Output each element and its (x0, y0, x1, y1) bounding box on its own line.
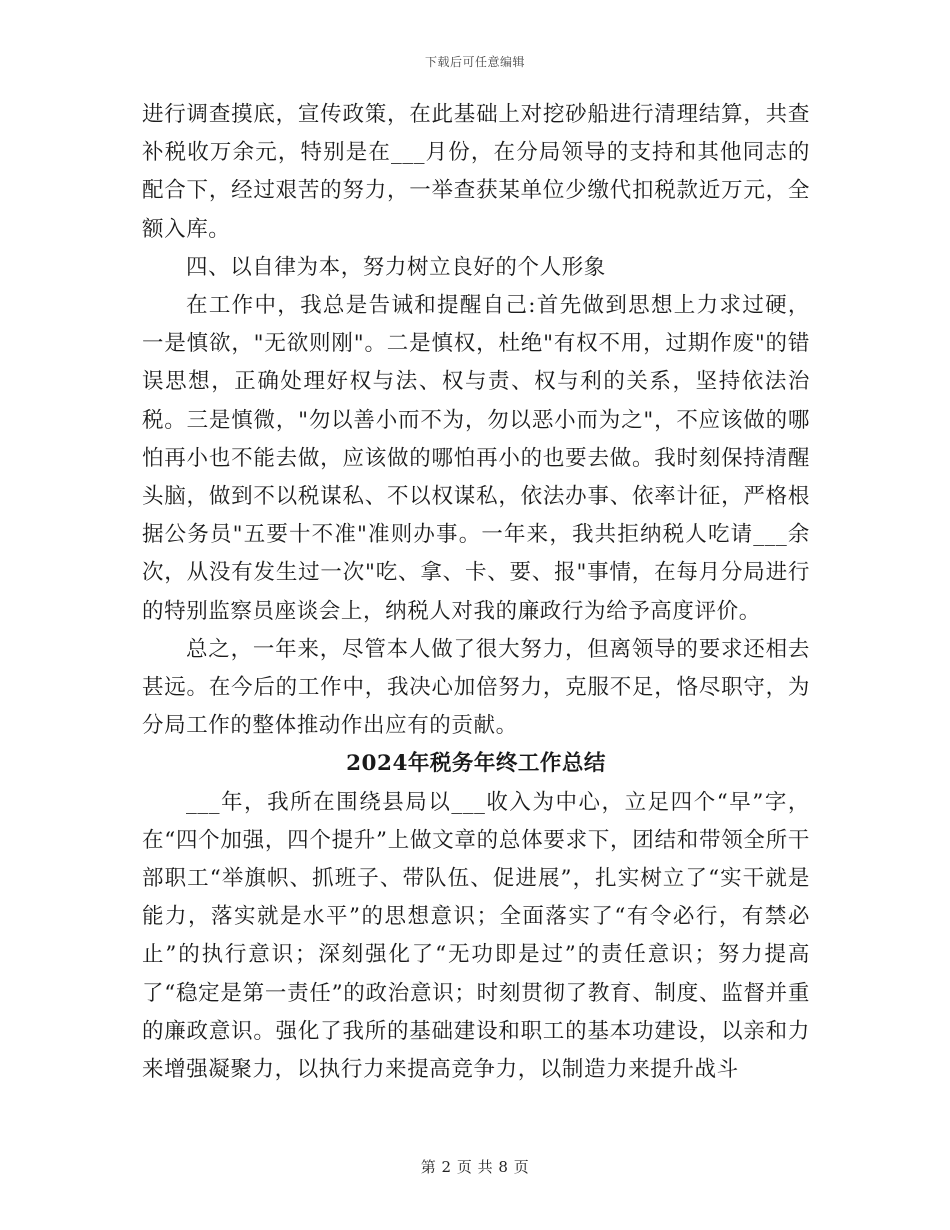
paragraph-4: ___年，我所在围绕县局以___收入为中心，立足四个“早”字，在“四个加强，四个提升”上做文章的总体要求下，团结和带领全所干部职工“举旗帜、抓班子、带队伍、促进展”，扎实树立了“实干就是能力，落实就是水平”的思想意识；全面落实了“有令必行，有禁必止”的执行意识；深刻强化了“无功即是过”的责任意识；努力提高了“稳定是第一责任”的政治意识；时刻贯彻了教育、制度、监督并重的廉政意识。强化了我所的基础建设和职工的基本功建设，以亲和力来增强凝聚力，以执行力来提高竞争力，以制造力来提升战斗 (142, 789, 810, 1083)
page-header-note: 下载后可任意编辑 (424, 55, 525, 69)
paragraph-2: 在工作中，我总是告诫和提醒自己:首先做到思想上力求过硬，一是慎欲，"无欲则刚"。二是慎权，杜绝"有权不用，过期作废"的错误思想，正确处理好权与法、权与责、权与利的关系，坚持依法治税。三是慎微，"勿以善小而不为，勿以恶小而为之"，不应该做的哪怕再小也不能去做，应该做的哪怕再小的也要去做。我时刻保持清醒头脑，做到不以税谋私、不以权谋私，依法办事、依率计征，严格根据公务员"五要十不准"准则办事。一年来，我共拒纳税人吃请___余次，从没有发生过一次"吃、拿、卡、要、报"事情，在每月分局进行的特别监察员座谈会上，纳税人对我的廉政行为给予高度评价。 (142, 293, 810, 624)
document-body (142, 96, 810, 1089)
paragraph-3: 总之，一年来，尽管本人做了很大努力，但离领导的要求还相去甚远。在今后的工作中，我决心加倍努力，克服不足，恪尽职守，为分局工作的整体推动作出应有的贡献。 (142, 636, 810, 739)
paragraph-1: 进行调查摸底，宣传政策，在此基础上对挖砂船进行清理结算，共查补税收万余元，特别是在___月份，在分局领导的支持和其他同志的配合下，经过艰苦的努力，一举查获某单位少缴代扣税款近万元，全额入库。 (142, 102, 810, 242)
page-number: 第 2 页 共 8 页 (420, 1158, 530, 1176)
section-heading: 四、以自律为本，努力树立良好的个人形象 (186, 254, 606, 280)
document-title: 2024年税务年终工作总结 (346, 751, 606, 777)
